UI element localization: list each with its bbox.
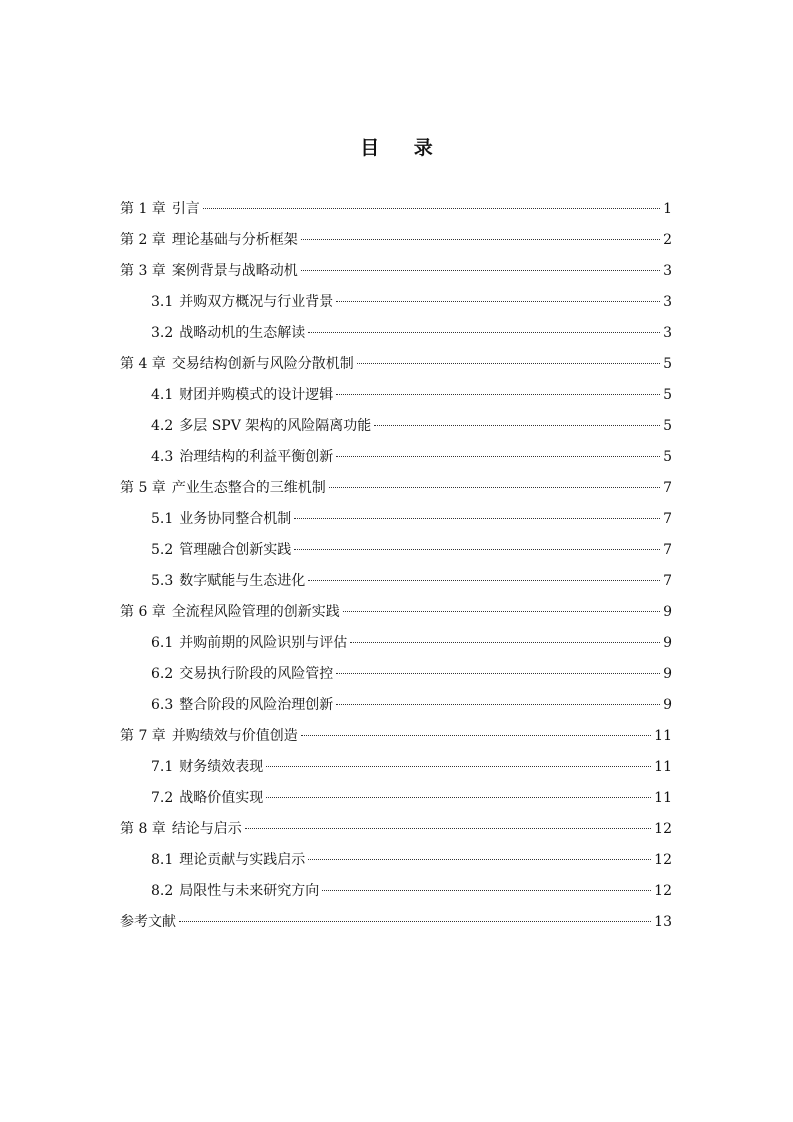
toc-section-entry[interactable]: [120, 880, 672, 911]
toc-section-entry[interactable]: [120, 570, 672, 601]
toc-dot-leader: [203, 208, 660, 209]
toc-section-entry[interactable]: [120, 787, 672, 818]
toc-chapter-entry[interactable]: [120, 725, 672, 756]
toc-entry-number: 4.3: [151, 449, 174, 465]
toc-chapter-entry[interactable]: [120, 229, 672, 260]
toc-entry-number: 5.3: [151, 573, 174, 589]
toc-entry-number: 8.2: [151, 883, 174, 899]
toc-entry-label: 案例背景与战略动机: [171, 263, 298, 279]
toc-section-entry[interactable]: [120, 694, 672, 725]
toc-section-entry[interactable]: [120, 756, 672, 787]
toc-page-number: 11: [654, 728, 672, 744]
toc-section-entry[interactable]: [120, 849, 672, 880]
toc-section-entry[interactable]: [120, 415, 672, 446]
toc-page-number: 3: [663, 325, 672, 341]
toc-page-number: 9: [663, 697, 672, 713]
toc-dot-leader: [245, 828, 651, 829]
toc-dot-leader: [179, 921, 651, 922]
toc-entry-label: 理论基础与分析框架: [171, 232, 298, 248]
toc-page-number: 12: [654, 883, 672, 899]
toc-entry-label: 多层 SPV 架构的风险隔离功能: [179, 418, 372, 434]
toc-entry-number: 第 4 章: [120, 356, 166, 372]
toc-entry-label: 财务绩效表现: [179, 759, 264, 775]
toc-entry-number: 3.2: [151, 325, 174, 341]
toc-entry-label: 财团并购模式的设计逻辑: [179, 387, 334, 403]
toc-dot-leader: [343, 611, 660, 612]
toc-section-entry[interactable]: [120, 508, 672, 539]
toc-entry-number: 第 7 章: [120, 728, 166, 744]
toc-entry-number: 第 5 章: [120, 480, 166, 496]
toc-dot-leader: [301, 239, 660, 240]
toc-chapter-entry[interactable]: [120, 601, 672, 632]
toc-entry-number: 8.1: [151, 852, 174, 868]
toc-section-entry[interactable]: [120, 322, 672, 353]
toc-page-number: 7: [663, 480, 672, 496]
toc-section-entry[interactable]: [120, 539, 672, 570]
toc-entry-label: 战略动机的生态解读: [179, 325, 306, 341]
toc-entry-number: 第 8 章: [120, 821, 166, 837]
toc-entry-label: 并购双方概况与行业背景: [179, 294, 334, 310]
toc-page-number: 1: [663, 201, 672, 217]
toc-entry-label: 战略价值实现: [179, 790, 264, 806]
toc-entry-label: 交易执行阶段的风险管控: [179, 666, 334, 682]
toc-entry-number: 第 1 章: [120, 201, 166, 217]
toc-page-number: 9: [663, 604, 672, 620]
toc-chapter-entry[interactable]: [120, 911, 672, 942]
toc-chapter-entry[interactable]: [120, 198, 672, 229]
toc-entry-label: 全流程风险管理的创新实践: [171, 604, 340, 620]
toc-entry-number: 第 6 章: [120, 604, 166, 620]
toc-page-number: 3: [663, 263, 672, 279]
toc-entry-label: 并购前期的风险识别与评估: [179, 635, 348, 651]
toc-entry-number: 3.1: [151, 294, 174, 310]
toc-dot-leader: [336, 456, 660, 457]
toc-dot-leader: [301, 270, 660, 271]
toc-chapter-entry[interactable]: [120, 353, 672, 384]
toc-entry-number: 6.3: [151, 697, 174, 713]
table-of-contents: [120, 198, 672, 942]
toc-entry-label: 管理融合创新实践: [179, 542, 292, 558]
toc-chapter-entry[interactable]: [120, 477, 672, 508]
toc-dot-leader: [294, 549, 660, 550]
toc-entry-label: 交易结构创新与风险分散机制: [171, 356, 354, 372]
toc-page-number: 7: [663, 573, 672, 589]
toc-page-number: 5: [663, 356, 672, 372]
toc-dot-leader: [308, 580, 660, 581]
toc-entry-label: 引言: [171, 201, 200, 217]
toc-entry-number: 7.2: [151, 790, 174, 806]
toc-dot-leader: [357, 363, 660, 364]
toc-entry-number: 6.1: [151, 635, 174, 651]
toc-dot-leader: [350, 642, 660, 643]
toc-page-number: 13: [654, 914, 672, 930]
toc-page-number: 5: [663, 449, 672, 465]
toc-dot-leader: [301, 735, 651, 736]
toc-entry-label: 治理结构的利益平衡创新: [179, 449, 334, 465]
toc-section-entry[interactable]: [120, 632, 672, 663]
toc-page-number: 5: [663, 387, 672, 403]
toc-dot-leader: [308, 859, 651, 860]
toc-entry-label: 业务协同整合机制: [179, 511, 292, 527]
toc-page-number: 9: [663, 635, 672, 651]
toc-page-number: 9: [663, 666, 672, 682]
toc-entry-number: 4.2: [151, 418, 174, 434]
toc-entry-label: 并购绩效与价值创造: [171, 728, 298, 744]
toc-entry-number: 5.2: [151, 542, 174, 558]
toc-dot-leader: [308, 332, 660, 333]
toc-section-entry[interactable]: [120, 663, 672, 694]
toc-entry-label: 理论贡献与实践启示: [179, 852, 306, 868]
toc-page-number: 12: [654, 852, 672, 868]
toc-entry-number: 第 3 章: [120, 263, 166, 279]
toc-entry-number: 5.1: [151, 511, 174, 527]
toc-section-entry[interactable]: [120, 446, 672, 477]
toc-entry-label: 整合阶段的风险治理创新: [179, 697, 334, 713]
toc-entry-label: 局限性与未来研究方向: [179, 883, 320, 899]
toc-entry-label: 结论与启示: [171, 821, 242, 837]
toc-page-number: 7: [663, 511, 672, 527]
toc-dot-leader: [374, 425, 660, 426]
toc-dot-leader: [336, 673, 660, 674]
toc-chapter-entry[interactable]: [120, 818, 672, 849]
toc-page-number: 7: [663, 542, 672, 558]
toc-page-number: 12: [654, 821, 672, 837]
toc-entry-label: 参考文献: [120, 914, 176, 930]
toc-entry-label: 产业生态整合的三维机制: [171, 480, 326, 496]
page-title: 目 录: [360, 137, 447, 159]
toc-entry-number: 6.2: [151, 666, 174, 682]
toc-page-number: 11: [654, 790, 672, 806]
toc-dot-leader: [294, 518, 660, 519]
toc-page-number: 2: [663, 232, 672, 248]
toc-entry-number: 第 2 章: [120, 232, 166, 248]
toc-dot-leader: [266, 797, 651, 798]
toc-entry-number: 7.1: [151, 759, 174, 775]
toc-section-entry[interactable]: [120, 291, 672, 322]
toc-page-number: 5: [663, 418, 672, 434]
toc-dot-leader: [266, 766, 651, 767]
toc-page-number: 3: [663, 294, 672, 310]
toc-page-number: 11: [654, 759, 672, 775]
toc-entry-label: 数字赋能与生态进化: [179, 573, 306, 589]
toc-dot-leader: [322, 890, 651, 891]
toc-dot-leader: [336, 301, 660, 302]
toc-dot-leader: [329, 487, 660, 488]
toc-dot-leader: [336, 704, 660, 705]
toc-dot-leader: [336, 394, 660, 395]
toc-chapter-entry[interactable]: [120, 260, 672, 291]
toc-entry-number: 4.1: [151, 387, 174, 403]
toc-section-entry[interactable]: [120, 384, 672, 415]
